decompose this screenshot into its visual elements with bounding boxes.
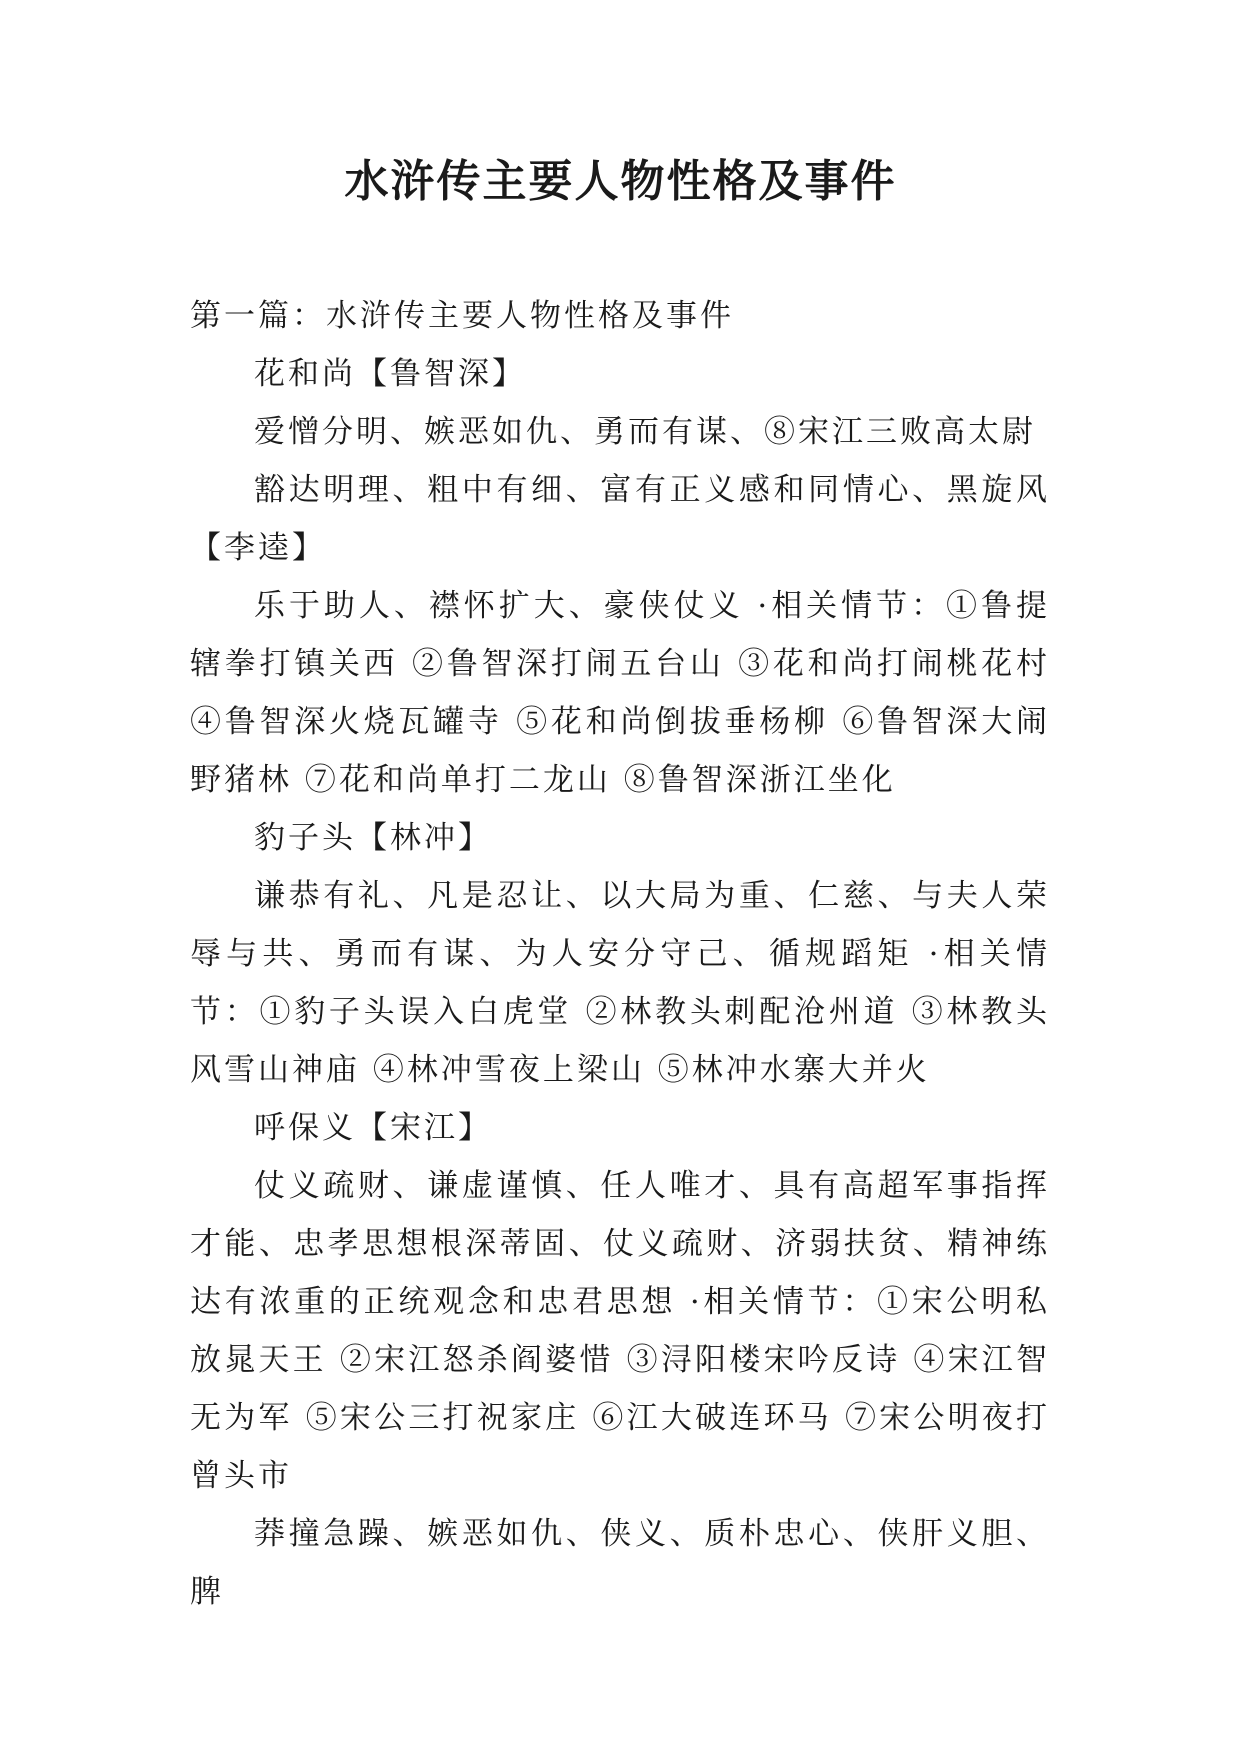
paragraph: 爱憎分明、嫉恶如仇、勇而有谋、⑧宋江三败高太尉 (254, 414, 1036, 450)
character-name: 呼保义【宋江】 (254, 1110, 492, 1146)
page-title: 水浒传主要人物性格及事件 (344, 156, 897, 207)
character-name: 豹子头【林冲】 (254, 820, 492, 856)
character-name: 花和尚【鲁智深】 (254, 356, 526, 392)
paragraph: 谦恭有礼、凡是忍让、以大局为重、仁慈、与夫人荣辱与共、勇而有谋、为人安分守己、循规蹈矩 ·相关情节：①豹子头误入白虎堂 ②林教头刺配沧州道 ③林教头风雪山神庙 ④林冲雪夜上梁山 ⑤林冲水寨大并火 (190, 878, 1050, 1088)
paragraph: 乐于助人、襟怀扩大、豪侠仗义 ·相关情节：①鲁提辖拳打镇关西 ②鲁智深打闹五台山 ③花和尚打闹桃花村 ④鲁智深火烧瓦罐寺 ⑤花和尚倒拔垂杨柳 ⑥鲁智深大闹野猪林 ⑦花和尚单打二龙山 ⑧鲁智深浙江坐化 (190, 588, 1050, 798)
paragraph: 仗义疏财、谦虚谨慎、任人唯才、具有高超军事指挥才能、忠孝思想根深蒂固、仗义疏财、济弱扶贫、精神练达有浓重的正统观念和忠君思想 ·相关情节：①宋公明私放晁天王 ②宋江怒杀阎婆惜 ③浔阳楼宋吟反诗 ④宋江智无为军 ⑤宋公三打祝家庄 ⑥江大破连环马 ⑦宋公明夜打曾头市 (190, 1168, 1050, 1494)
paragraph: 豁达明理、粗中有细、富有正义感和同情心、黑旋风【李逵】 (190, 472, 1050, 566)
document-body (190, 287, 1050, 1621)
paragraph: 莽撞急躁、嫉恶如仇、侠义、质朴忠心、侠肝义胆、脾 (190, 1516, 1050, 1610)
section-heading: 第一篇：水浒传主要人物性格及事件 (190, 298, 734, 334)
